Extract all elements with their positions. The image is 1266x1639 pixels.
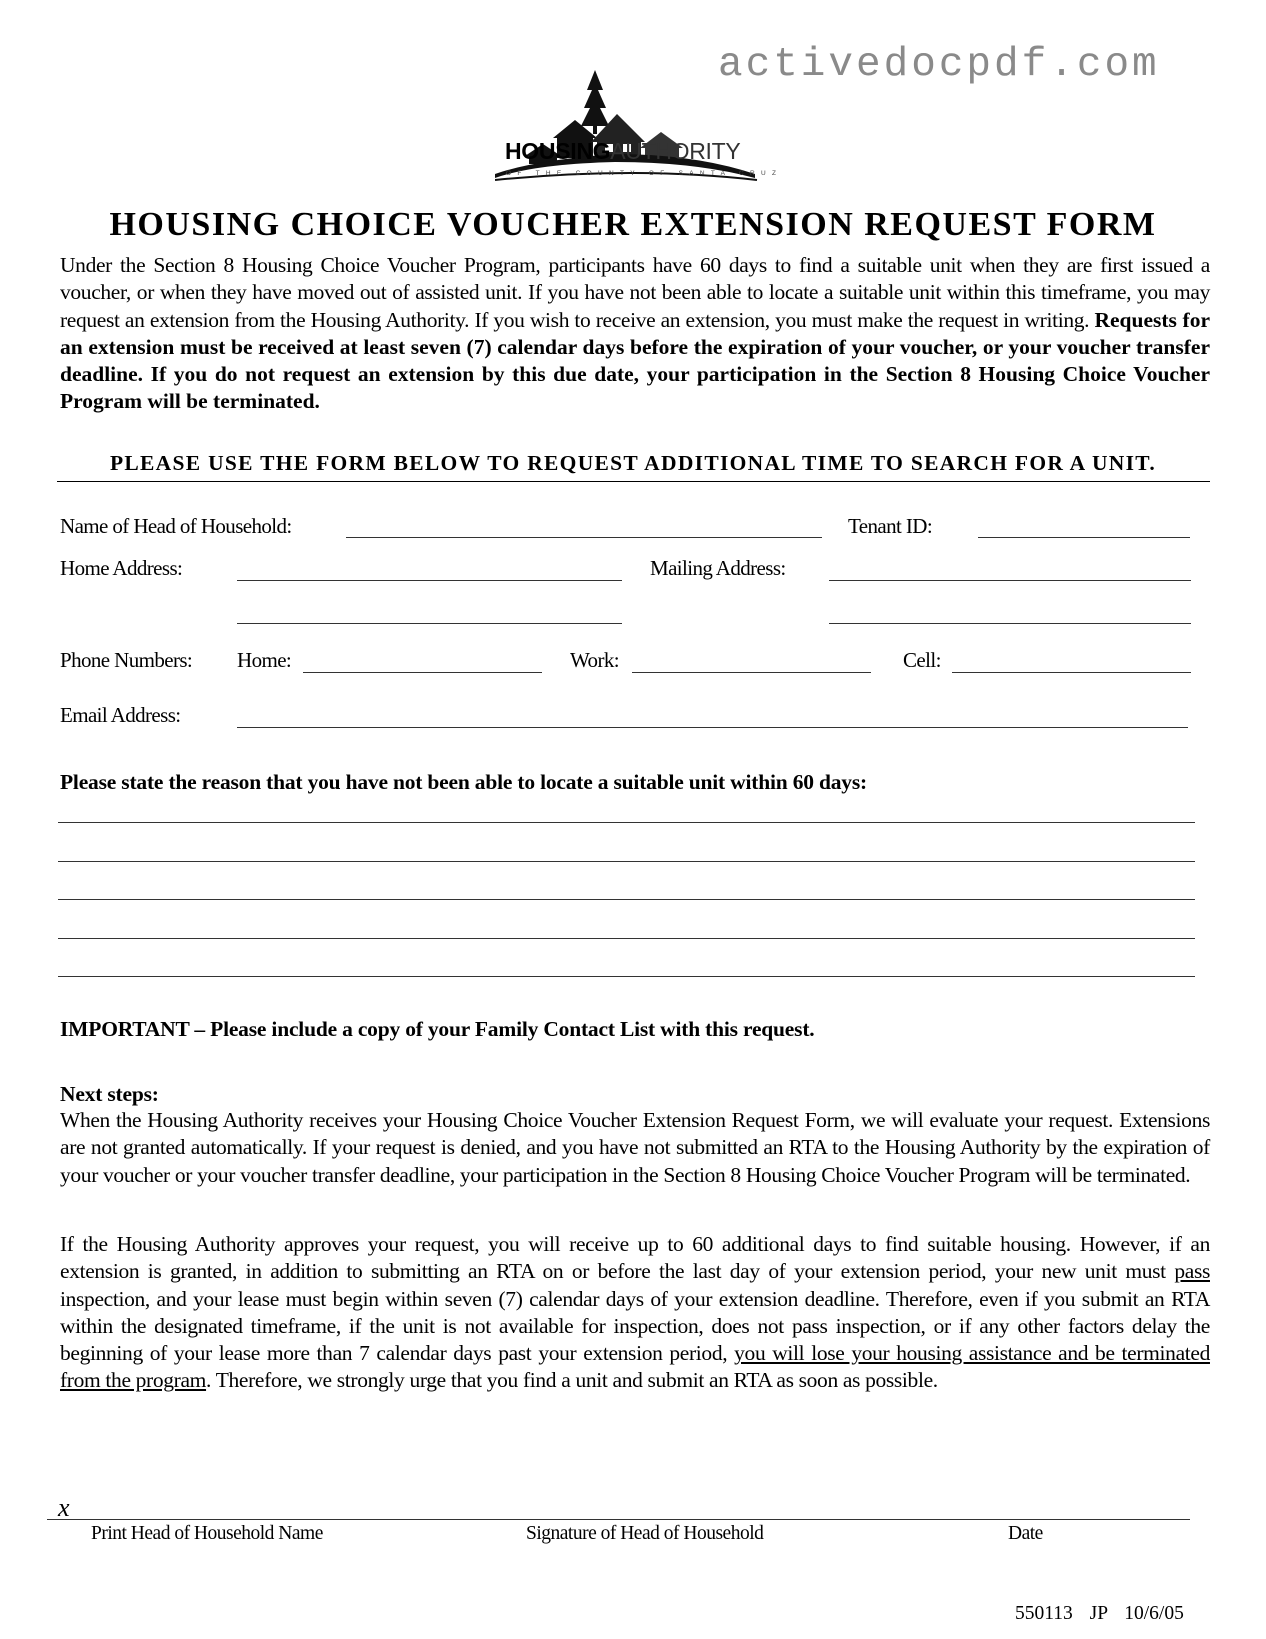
reason-line-3[interactable] <box>58 899 1195 900</box>
cell-phone-field[interactable] <box>952 672 1191 673</box>
signature-line[interactable] <box>47 1519 1190 1520</box>
cell-phone-label: Cell: <box>903 648 941 672</box>
tenant-id-field[interactable] <box>978 537 1190 538</box>
work-phone-field[interactable] <box>632 672 871 673</box>
document-code: 550113 JP 10/6/05 <box>1015 1603 1184 1624</box>
next-steps-heading: Next steps: <box>60 1082 159 1106</box>
email-label: Email Address: <box>60 703 181 727</box>
mailing-address-field-line1[interactable] <box>829 580 1191 581</box>
next-steps-paragraph-1: When the Housing Authority receives your Housing Choice Voucher Extension Request Form, we will evaluate your request. Extensions are not granted automatically. If your request is denied, and you have not submitted an RTA to the Housing Authority by the expiration of your voucher or your voucher transfer deadline, your participation in the Section 8 Housing Choice Voucher Program will be terminated. <box>60 1108 1210 1187</box>
print-name-label: Print Head of Household Name <box>91 1523 323 1544</box>
logo-wordmark: HOUSINGAUTHORITY <box>505 138 741 164</box>
home-phone-field[interactable] <box>303 672 542 673</box>
reason-line-2[interactable] <box>58 861 1195 862</box>
signature-mark: x <box>58 1493 70 1522</box>
section-divider <box>57 481 1210 482</box>
intro-bold-text: Requests for an extension must be received at least seven (7) calendar days before the expiration of your voucher, or your voucher transfer deadline. If you do not request an extension by this due date, your participation in the Section 8 Housing Choice Voucher Program will be terminated. <box>60 307 1211 414</box>
home-address-label: Home Address: <box>60 556 183 580</box>
home-address-field-line2[interactable] <box>237 623 622 624</box>
reason-line-1[interactable] <box>58 822 1195 823</box>
home-address-field-line1[interactable] <box>237 580 622 581</box>
mailing-address-label: Mailing Address: <box>650 556 786 580</box>
home-phone-label: Home: <box>237 648 292 672</box>
para2-text-c: . Therefore, we strongly urge that you find a unit and submit an RTA as soon as possible. <box>206 1368 938 1393</box>
para2-text-b: inspection, and your lease must begin within seven (7) calendar days of your extension deadline. Therefore, even if you submit an RTA within the designated timeframe, if the unit is not available for inspection, does not pass inspection, or if any other factors delay the beginning of your lease more than 7 calendar days past your extension period, <box>60 1286 1210 1366</box>
intro-paragraph <box>60 252 1210 416</box>
email-field[interactable] <box>237 727 1188 728</box>
housing-authority-logo <box>495 68 775 186</box>
head-of-household-label: Name of Head of Household: <box>60 514 292 538</box>
date-label: Date <box>1008 1523 1043 1544</box>
para2-text-a: If the Housing Authority approves your request, you will receive up to 60 additional days to find suitable housing. However, if an extension is granted, in addition to submitting an RTA on or before the last day of your extension period, your new unit must <box>60 1232 1210 1284</box>
reason-line-5[interactable] <box>58 976 1195 977</box>
reason-question: Please state the reason that you have not been able to locate a suitable unit within 60 days: <box>60 770 867 794</box>
signature-label: Signature of Head of Household <box>526 1523 764 1544</box>
logo-subtitle: OF THE COUNTY OF SANTA CRUZ <box>506 170 783 177</box>
para2-warning-underlined: you will lose your housing assistance and be terminated from the program <box>60 1341 1210 1393</box>
mailing-address-field-line2[interactable] <box>829 623 1191 624</box>
work-phone-label: Work: <box>570 648 619 672</box>
para2-pass-underlined: pass <box>1174 1259 1210 1284</box>
tenant-id-label: Tenant ID: <box>848 514 933 538</box>
form-instruction: PLEASE USE THE FORM BELOW TO REQUEST ADDITIONAL TIME TO SEARCH FOR A UNIT. <box>109 451 1157 475</box>
important-note: IMPORTANT – Please include a copy of your Family Contact List with this request. <box>60 1017 815 1041</box>
intro-text: Under the Section 8 Housing Choice Voucher Program, participants have 60 days to find a suitable unit when they are first issued a voucher, or when they have moved out of assisted unit. If you have not been able to locate a suitable unit within this timeframe, you may request an extension from the Housing Authority. If you wish to receive an extension, you must make the request in writing. <box>60 253 1210 332</box>
head-of-household-field[interactable] <box>346 537 822 538</box>
phone-numbers-label: Phone Numbers: <box>60 648 193 672</box>
watermark-text: activedocpdf.com <box>718 42 1160 88</box>
next-steps-paragraph-2 <box>60 1231 1210 1395</box>
form-title: HOUSING CHOICE VOUCHER EXTENSION REQUEST FORM <box>109 206 1157 243</box>
reason-line-4[interactable] <box>58 938 1195 939</box>
